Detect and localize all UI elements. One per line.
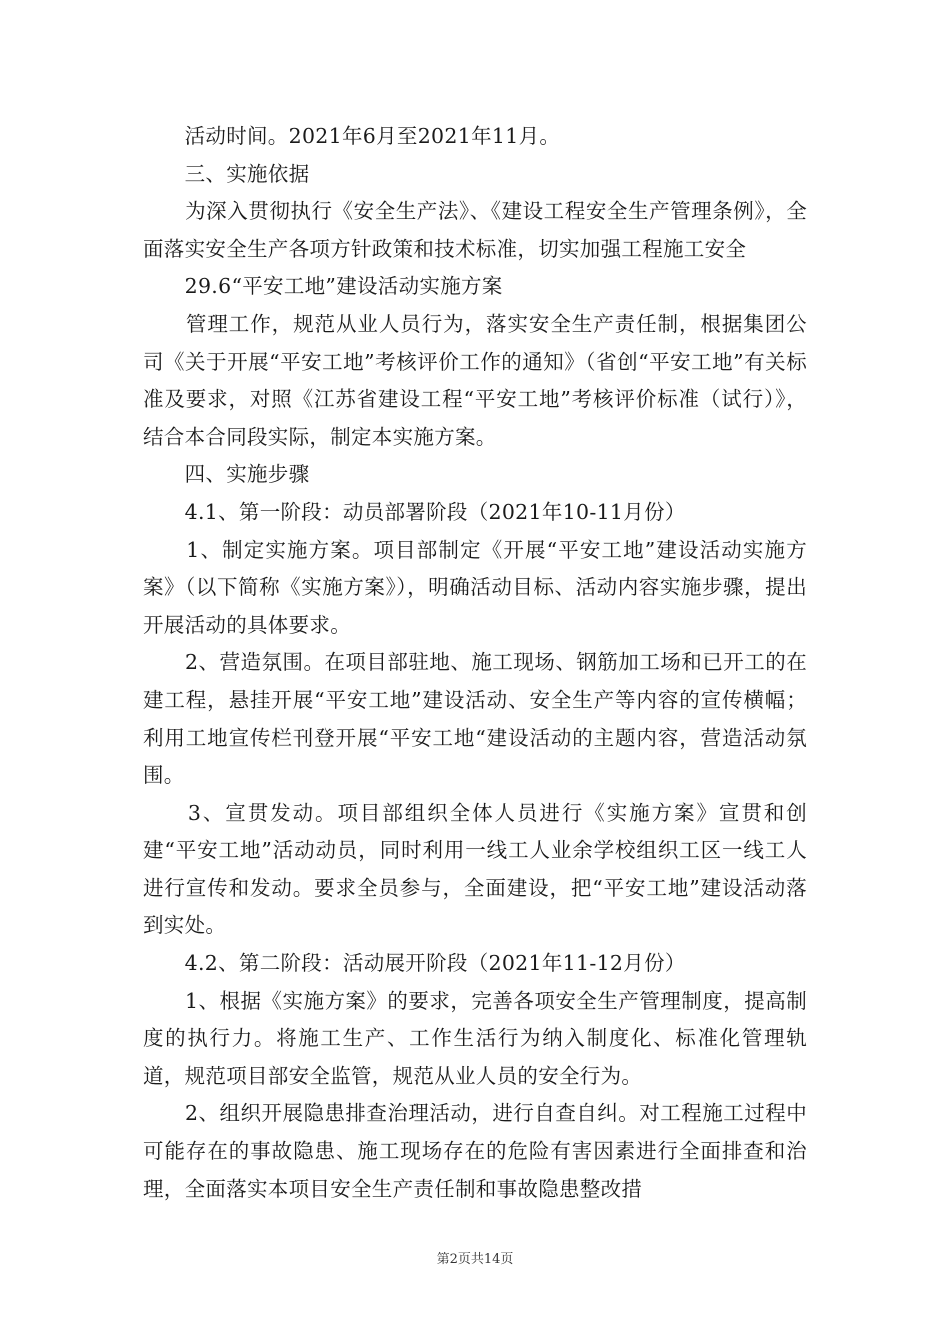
heading-plan-title: 29.6“平安工地”建设活动实施方案 bbox=[143, 274, 503, 299]
paragraph-stage-one-item-1: 1、制定实施方案。项目部制定《开展“平安工地”建设活动实施方案》（以下简称《实施方案》），明确活动目标、活动内容实施步骤，提出开展活动的具体要求。 bbox=[143, 537, 807, 637]
paragraph-basis-intro: 为深入贯彻执行《安全生产法》、《建设工程安全生产管理条例》，全面落实安全生产各项方针政策和技术标准，切实加强工程施工安全 bbox=[143, 199, 807, 261]
paragraph-stage-two-item-2: 2、组织开展隐患排查治理活动，进行自查自纠。对工程施工过程中可能存在的事故隐患、施工现场存在的危险有害因素进行全面排查和治理，全面落实本项目安全生产责任制和事故隐患整改措 bbox=[143, 1101, 807, 1201]
heading-implementation-basis: 三、实施依据 bbox=[143, 161, 310, 186]
heading-stage-two: 4.2、第二阶段：活动展开阶段（2021年11-12月份） bbox=[143, 951, 686, 976]
paragraph-stage-one-item-2: 2、营造氛围。在项目部驻地、施工现场、钢筋加工场和已开工的在建工程，悬挂开展“平安工地”建设活动、安全生产等内容的宣传横幅；利用工地宣传栏刊登开展“平安工地“建设活动的主题内容，营造活动氛围。 bbox=[143, 650, 807, 788]
paragraph-stage-two-item-1: 1、根据《实施方案》的要求，完善各项安全生产管理制度，提高制度的执行力。将施工生产、工作生活行为纳入制度化、标准化管理轨道，规范项目部安全监管，规范从业人员的安全行为。 bbox=[143, 988, 807, 1088]
paragraph-management-work: 管理工作，规范从业人员行为，落实安全生产责任制，根据集团公司《关于开展“平安工地”考核评价工作的通知》（省创“平安工地”有关标准及要求，对照《江苏省建设工程“平安工地”考核评价标准（试行）》，结合本合同段实际，制定本实施方案。 bbox=[143, 311, 807, 449]
paragraph-activity-time: 活动时间。2021年6月至2021年11月。 bbox=[143, 124, 561, 148]
heading-stage-one: 4.1、第一阶段：动员部署阶段（2021年10-11月份） bbox=[143, 499, 686, 524]
document-body bbox=[143, 118, 807, 1208]
heading-implementation-steps: 四、实施步骤 bbox=[143, 462, 310, 487]
page-number-footer: 第2页共14页 bbox=[436, 1252, 514, 1267]
paragraph-stage-one-item-3: 3、宣贯发动。项目部组织全体人员进行《实施方案》宣贯和创建“平安工地”活动动员，同时利用一线工人业余学校组织工区一线工人进行宣传和发动。要求全员参与，全面建设，把“平安工地”建设活动落到实处。 bbox=[143, 800, 807, 938]
